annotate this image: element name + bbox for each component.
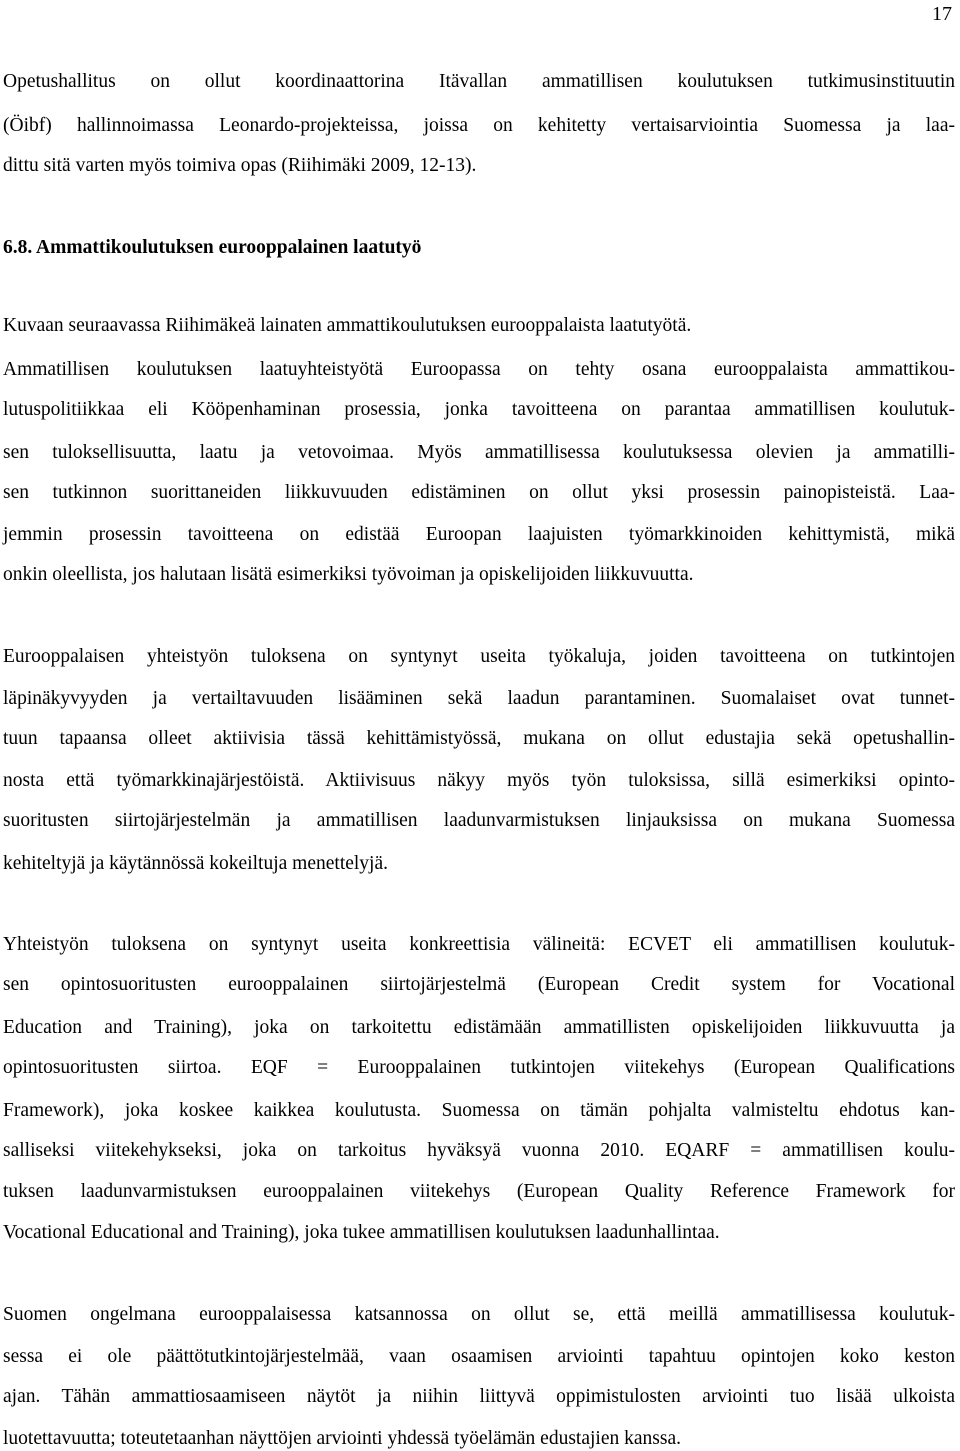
text-line: sen tuloksellisuutta, laatu ja vetovoimaa. Myös ammatillisessa koulutuksessa olevien ja ammatilli-	[3, 442, 955, 463]
text-line: (Öibf) hallinnoimassa Leonardo-projekteissa, joissa on kehitetty vertaisarviointia Suomessa ja laa-	[3, 115, 955, 136]
text-line: onkin oleellista, jos halutaan lisätä esimerkiksi työvoiman ja opiskelijoiden liikkuvuutta.	[3, 564, 694, 585]
text-line: tuksen laadunvarmistuksen eurooppalainen viitekehys (European Quality Reference Framework for	[3, 1181, 955, 1202]
text-line: sessa ei ole päättötutkintojärjestelmää, vaan osaamisen arviointi tapahtuu opintojen koko keston	[3, 1346, 955, 1367]
text-line: läpinäkyvyyden ja vertailtavuuden lisääminen sekä laadun parantaminen. Suomalaiset ovat tunnet-	[3, 688, 955, 709]
text-line: opintosuoritusten siirtoa. EQF = Eurooppalainen tutkintojen viitekehys (European Qualifications	[3, 1057, 955, 1078]
text-line: Suomen ongelmana eurooppalaisessa katsannossa on ollut se, että meillä ammatillisessa koulutuk-	[3, 1304, 955, 1325]
text-line: Kuvaan seuraavassa Riihimäkeä lainaten ammattikoulutuksen eurooppalaista laatutyötä.	[3, 315, 692, 336]
section-title: 6.8. Ammattikoulutuksen eurooppalainen laatutyö	[3, 237, 422, 258]
text-line: Vocational Educational and Training), joka tukee ammatillisen koulutuksen laadunhallintaa.	[3, 1222, 720, 1243]
page-number: 17	[932, 3, 952, 25]
text-line: Opetushallitus on ollut koordinaattorina Itävallan ammatillisen koulutuksen tutkimusinstituutin	[3, 71, 955, 92]
text-line: luotettavuutta; toteutetaanhan näyttöjen arviointi yhdessä työelämän edustajien kanssa.	[3, 1428, 681, 1449]
text-line: ajan. Tähän ammattiosaamiseen näytöt ja niihin liittyvä oppimistulosten arviointi tuo lisää ulkoista	[3, 1386, 955, 1407]
text-line: Eurooppalaisen yhteistyön tuloksena on syntynyt useita työkaluja, joiden tavoitteena on tutkintojen	[3, 646, 955, 667]
text-line: Ammatillisen koulutuksen laatuyhteistyötä Euroopassa on tehty osana eurooppalaista ammattikou-	[3, 359, 955, 380]
text-line: sen tutkinnon suorittaneiden liikkuvuuden edistäminen on ollut yksi prosessin painopisteistä. Laa-	[3, 482, 955, 503]
text-line: Education and Training), joka on tarkoitettu edistämään ammatillisten opiskelijoiden liikkuvuutta ja	[3, 1017, 955, 1038]
text-line: salliseksi viitekehykseksi, joka on tarkoitus hyväksyä vuonna 2010. EQARF = ammatillisen koulu-	[3, 1140, 955, 1161]
text-line: suoritusten siirtojärjestelmän ja ammatillisen laadunvarmistuksen linjauksissa on mukana Suomessa	[3, 810, 955, 831]
text-line: Yhteistyön tuloksena on syntynyt useita konkreettisia välineitä: ECVET eli ammatillisen koulutuk-	[3, 934, 955, 955]
text-line: kehiteltyjä ja käytännössä kokeiltuja menettelyjä.	[3, 853, 389, 874]
text-line: sen opintosuoritusten eurooppalainen siirtojärjestelmä (European Credit system for Vocational	[3, 974, 955, 995]
text-line: dittu sitä varten myös toimiva opas (Riihimäki 2009, 12-13).	[3, 155, 477, 176]
text-line: lutuspolitiikkaa eli Kööpenhaminan prosessia, jonka tavoitteena on parantaa ammatillisen koulutuk-	[3, 399, 955, 420]
text-line: jemmin prosessin tavoitteena on edistää Euroopan laajuisten työmarkkinoiden kehittymistä, mikä	[3, 524, 955, 545]
text-line: Framework), joka koskee kaikkea koulutusta. Suomessa on tämän pohjalta valmisteltu ehdotus kan-	[3, 1100, 955, 1121]
text-line: nosta että työmarkkinajärjestöistä. Aktiivisuus näkyy myös työn tuloksissa, sillä esimerkiksi opinto-	[3, 770, 955, 791]
text-line: tuun tapaansa olleet aktiivisia tässä kehittämistyössä, mukana on ollut edustajia sekä opetushallin-	[3, 728, 955, 749]
